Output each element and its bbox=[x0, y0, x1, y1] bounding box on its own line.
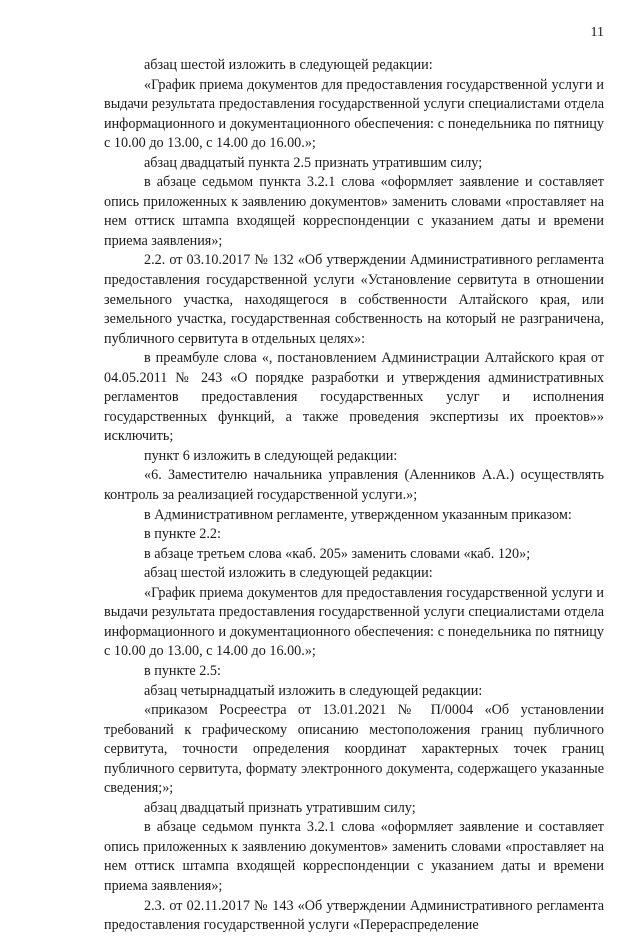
paragraph: абзац двадцатый признать утратившим силу; bbox=[144, 799, 416, 816]
paragraph: в абзаце третьем слова «каб. 205» заменить словами «каб. 120»; bbox=[144, 545, 531, 562]
paragraph: в абзаце седьмом пункта 3.2.1 слова «оформляет заявление и составляет опись приложенных к заявлению документов» заменить словами «проставляет на нем оттиск штампа входящей корреспонденции с указанием даты и времени приема заявления»; bbox=[104, 819, 604, 894]
paragraph: в преамбуле слова «, постановлением Администрации Алтайского края от 04.05.2011 № 243 «О порядке разработки и утверждения административных регламентов предоставления государственных услуг и исполнения государственных функций, а также проведения экспертизы их проектов»» исключить; bbox=[104, 350, 604, 445]
paragraph: в абзаце седьмом пункта 3.2.1 слова «оформляет заявление и составляет опись приложенных к заявлению документов» заменить словами «проставляет на нем оттиск штампа входящей корреспонденции с указанием даты и времени приема заявления»; bbox=[104, 174, 604, 249]
page-number: 11 bbox=[590, 25, 604, 40]
paragraph: 2.3. от 02.11.2017 № 143 «Об утверждении Административного регламента предоставления государственной услуги «Перераспределение bbox=[104, 897, 604, 934]
paragraph: «График приема документов для предоставления государственной услуги и выдачи результата предоставления государственной услуги специалистами отдела информационного и документационного обеспечения: с понедельника по пятницу с 10.00 до 13.00, с 14.00 до 16.00.»; bbox=[104, 584, 604, 660]
paragraph: абзац четырнадцатый изложить в следующей редакции: bbox=[144, 682, 483, 699]
document-body bbox=[104, 56, 604, 936]
paragraph: «График приема документов для предоставления государственной услуги и выдачи результата предоставления государственной услуги специалистами отдела информационного и документационного обеспечения: с понедельника по пятницу с 10.00 до 13.00, с 14.00 до 16.00.»; bbox=[104, 76, 604, 152]
paragraph: абзац шестой изложить в следующей редакции: bbox=[144, 565, 433, 582]
paragraph: абзац шестой изложить в следующей редакции: bbox=[144, 57, 433, 73]
paragraph: «приказом Росреестра от 13.01.2021 № П/0004 «Об установлении требований к графическому описанию местоположения границ публичного сервитута, точности определения координат характерных точек границ публичного сервитута, формату электронного документа, содержащего указанные сведения;»; bbox=[104, 702, 604, 797]
paragraph: в Административном регламенте, утвержденном указанным приказом: bbox=[144, 506, 572, 523]
paragraph: в пункте 2.5: bbox=[144, 662, 221, 679]
paragraph: 2.2. от 03.10.2017 № 132 «Об утверждении Административного регламента предоставления государственной услуги «Установление сервитута в отношении земельного участка, находящегося в собственности Алтайского края, или земельного участка, государственная собственность на который не разграничена, публичного сервитута в отдельных целях»: bbox=[104, 252, 604, 347]
paragraph: в пункте 2.2: bbox=[144, 526, 221, 543]
paragraph: пункт 6 изложить в следующей редакции: bbox=[144, 447, 398, 464]
paragraph: «6. Заместителю начальника управления (Аленников А.А.) осуществлять контроль за реализацией государственной услуги.»; bbox=[104, 467, 604, 504]
paragraph: абзац двадцатый пункта 2.5 признать утратившим силу; bbox=[144, 154, 483, 171]
